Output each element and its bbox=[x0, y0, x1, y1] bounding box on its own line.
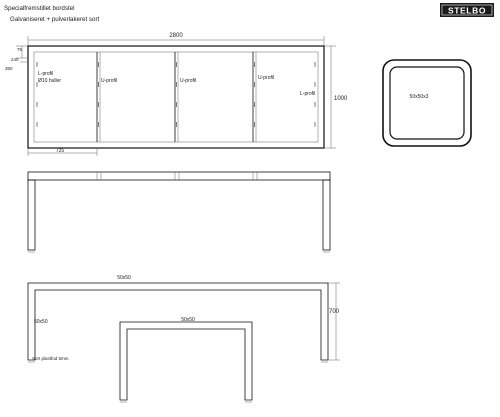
foot-note: Sort plastfod 5mm bbox=[32, 356, 69, 361]
frame-outline bbox=[28, 46, 324, 148]
label-u-profil-2: U-profil bbox=[180, 78, 197, 84]
dim-360: 360 bbox=[5, 66, 13, 71]
label-l-profil-right: L-profil bbox=[300, 91, 316, 97]
drawing-title: Specialfremstillet bordstel bbox=[4, 5, 75, 12]
label-u-profil-1: U-profil bbox=[101, 78, 118, 84]
label-holes: Ø10 huller bbox=[38, 78, 62, 84]
dim-725: 725 bbox=[55, 148, 65, 154]
end-view bbox=[28, 275, 340, 402]
logo-text: STELBO bbox=[447, 5, 487, 16]
height-dimension: 700 bbox=[329, 309, 340, 315]
label-u-profil-3: U-profil bbox=[258, 75, 275, 81]
inner-tube-label: 50x50 bbox=[181, 317, 195, 323]
top-view bbox=[5, 33, 348, 156]
label-l-profil: L-profil bbox=[38, 71, 54, 77]
drawing-subtitle: Galvaniseret + pulverlakeret sort bbox=[10, 16, 100, 23]
profile-section bbox=[383, 60, 471, 146]
leg-tube-label: 50x50 bbox=[34, 319, 48, 325]
profile-label: 50x50x3 bbox=[409, 94, 429, 100]
depth-dimension: 1000 bbox=[334, 96, 348, 102]
side-view bbox=[28, 172, 330, 252]
width-dimension: 2800 bbox=[169, 33, 183, 39]
dim-75: 75 bbox=[17, 47, 23, 52]
stelbo-logo bbox=[440, 3, 494, 17]
top-tube-label: 50x50 bbox=[117, 275, 131, 281]
dim-240: 240 bbox=[11, 57, 19, 62]
